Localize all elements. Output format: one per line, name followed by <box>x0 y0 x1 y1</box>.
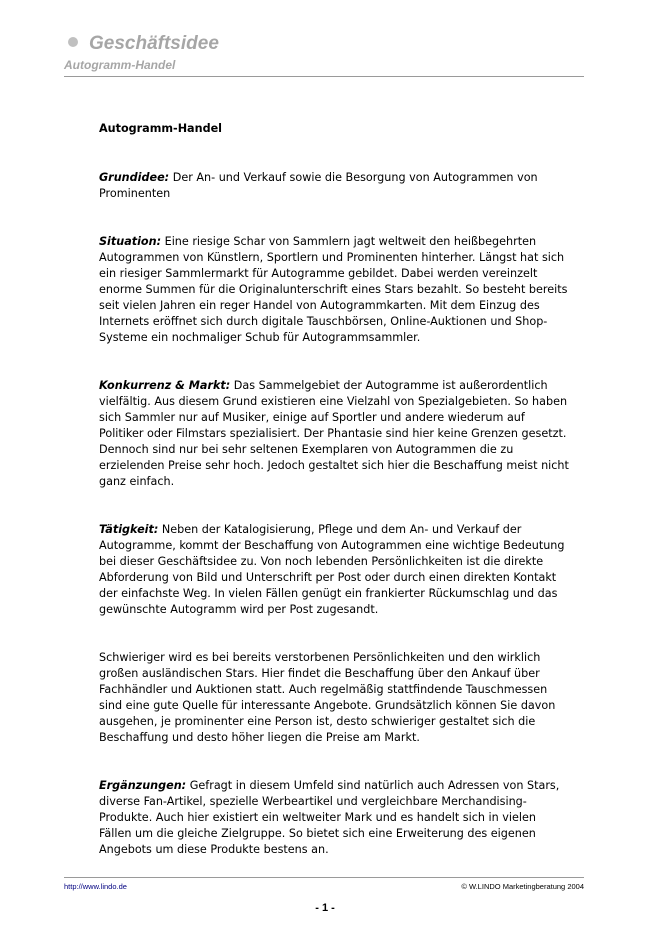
header-subtitle: Autogramm-Handel <box>64 58 176 72</box>
section-line: Politiker oder Filmstars spezialisiert. Der Phantasie sind hier keine Grenzen gesetzt. <box>99 427 567 440</box>
section-line: Abforderung von Bild und Unterschrift per Post oder durch einen direkten Kontakt <box>99 571 557 584</box>
section-grundidee <box>99 170 569 202</box>
document-body <box>99 121 569 858</box>
footer-copyright: © W.LINDO Marketingberatung 2004 <box>461 882 584 891</box>
section-label: Tätigkeit: <box>99 523 159 536</box>
section-line: Internets eröffnet sich durch digitale Tauschbörsen, Online-Auktionen und Shop- <box>99 315 548 328</box>
section-line: Dennoch sind nur bei sehr seltenen Exemplaren von Autogrammen die zu <box>99 443 514 456</box>
section-konkurrenz-markt <box>99 378 569 490</box>
section-line: Schwieriger wird es bei bereits verstorbenen Persönlichkeiten und den wirklich <box>99 651 541 664</box>
section-line: sich Sammler nur auf Musiker, einige auf Sportler und andere wiederum auf <box>99 411 525 424</box>
section-line: enorme Summen für die Originalunterschrift eines Stars bezahlt. So besteht bereits <box>99 283 568 296</box>
section-line: Der An- und Verkauf sowie die Besorgung von Autogrammen von <box>172 171 538 184</box>
section-line: ein riesiger Sammlermarkt für Autogramme gebildet. Dabei werden vereinzelt <box>99 267 538 280</box>
section-line: Fällen um die gleiche Zielgruppe. So bietet sich eine Erweiterung des eigenen <box>99 827 536 840</box>
section-line: Das Sammelgebiet der Autogramme ist außerordentlich <box>233 379 548 392</box>
section-line: vielfältig. Aus diesem Grund existieren eine Vielzahl von Spezialgebieten. So haben <box>99 395 568 408</box>
section-line: erzielenden Preise sehr hoch. Jedoch gestaltet sich hier die Beschaffung meist nicht <box>99 459 569 472</box>
footer-website-link[interactable]: http://www.lindo.de <box>64 882 127 891</box>
section-line: Eine riesige Schar von Sammlern jagt weltweit den heißbegehrten <box>164 235 537 248</box>
section-line: Fachhändler und Auktionen statt. Auch regelmäßig stattfindende Tauschmessen <box>99 683 548 696</box>
section-line: sind eine gute Quelle für interessante Angebote. Grundsätzlich können Sie davon <box>99 699 556 712</box>
section-label: Grundidee: <box>99 171 170 184</box>
section-label: Situation: <box>99 235 162 248</box>
section-ergaenzungen <box>99 778 569 858</box>
section-line: diverse Fan-Artikel, spezielle Werbeartikel und vergleichbare Merchandising- <box>99 795 527 808</box>
footer-divider <box>64 877 584 878</box>
section-situation <box>99 234 569 346</box>
section-line: Angebots um diese Produkte bestens an. <box>99 843 329 856</box>
section-label: Konkurrenz & Markt: <box>99 379 231 392</box>
header-divider <box>64 76 584 77</box>
section-line: Neben der Katalogisierung, Pflege und dem An- und Verkauf der <box>161 523 522 536</box>
section-line: Gefragt in diesem Umfeld sind natürlich auch Adressen von Stars, <box>189 779 560 792</box>
page-number: - 1 - <box>315 902 335 914</box>
section-schwieriger <box>99 650 569 746</box>
section-line: bei dieser Geschäftsidee zu. Von noch lebenden Persönlichkeiten ist die direkte <box>99 555 544 568</box>
section-label: Ergänzungen: <box>99 779 187 792</box>
section-line: ganz einfach. <box>99 475 175 488</box>
bullet-icon <box>68 37 78 47</box>
document-title: Autogramm-Handel <box>99 122 222 135</box>
section-line: Systeme ein nochmaliger Schub für Autogrammsammler. <box>99 331 421 344</box>
section-line: seit vielen Jahren ein reger Handel von Autogrammkarten. Mit dem Einzug des <box>99 299 540 312</box>
section-line: gewünschte Autogramm wird per Post zugesandt. <box>99 603 379 616</box>
section-line: Prominenten <box>99 187 171 200</box>
section-line: Produkte. Auch hier existiert ein weltweiter Mark und es handelt sich in vielen <box>99 811 536 824</box>
section-line: Beschaffung und desto höher liegen die Preise am Markt. <box>99 731 420 744</box>
header-title: Geschäftsidee <box>89 33 219 54</box>
section-line: großen ausländischen Stars. Hier findet die Beschaffung über den Ankauf über <box>99 667 540 680</box>
section-line: Autogramme, kommt der Beschaffung von Autogrammen eine wichtige Bedeutung <box>99 539 565 552</box>
section-line: der einfachste Weg. In vielen Fällen genügt ein frankierter Rückumschlag und das <box>99 587 558 600</box>
section-taetigkeit <box>99 522 569 618</box>
section-line: Autogrammen von Künstlern, Sportlern und Prominenten hinterher. Längst hat sich <box>99 251 565 264</box>
section-line: ausgehen, je prominenter eine Person ist, desto schwieriger gestaltet sich die <box>99 715 536 728</box>
